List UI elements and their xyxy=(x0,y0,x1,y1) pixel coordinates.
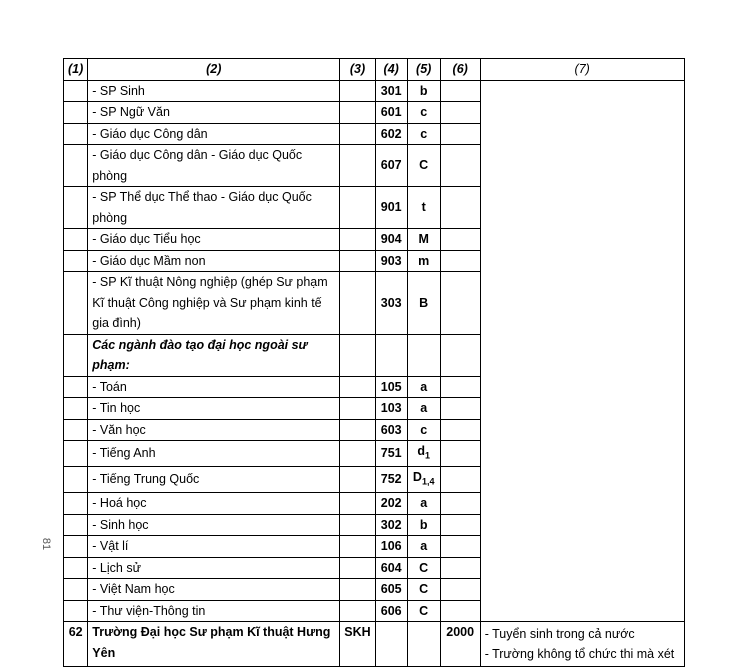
col-header-5: (5) xyxy=(407,59,440,81)
program-name-cell: - SP Ngữ Văn xyxy=(88,102,340,124)
row-number-cell xyxy=(64,398,88,420)
exam-group-letter: d xyxy=(417,444,425,458)
program-code-cell: 901 xyxy=(375,187,407,229)
program-name-cell: - Vật lí xyxy=(88,536,340,558)
quota-cell xyxy=(440,419,480,441)
col-header-6: (6) xyxy=(440,59,480,81)
exam-group-cell: a xyxy=(407,493,440,515)
quota-cell xyxy=(440,229,480,251)
exam-group-cell: C xyxy=(407,145,440,187)
school-code-cell xyxy=(340,80,375,102)
school-code-cell xyxy=(340,419,375,441)
program-code-cell: 604 xyxy=(375,557,407,579)
row-number-cell xyxy=(64,419,88,441)
col-header-7: (7) xyxy=(480,59,684,81)
row-number-cell xyxy=(64,493,88,515)
school-name: Trường Đại học Sư phạm Kĩ thuật Hưng Yên xyxy=(88,622,340,667)
row-number-cell xyxy=(64,600,88,622)
row-number-cell xyxy=(64,145,88,187)
program-name-cell: - Tin học xyxy=(88,398,340,420)
admissions-table xyxy=(63,58,685,667)
school-code-cell xyxy=(340,376,375,398)
quota-cell xyxy=(440,441,480,467)
row-number-cell xyxy=(64,334,88,376)
program-code-cell: 301 xyxy=(375,80,407,102)
program-code-cell: 603 xyxy=(375,419,407,441)
exam-group-subscript: 1,4 xyxy=(421,476,435,487)
exam-group-letter: D xyxy=(412,470,422,484)
school-code-cell xyxy=(340,536,375,558)
exam-group-subscript: 1 xyxy=(425,450,431,461)
program-name-cell: - Toán xyxy=(88,376,340,398)
program-code-cell: 302 xyxy=(375,514,407,536)
row-number-cell xyxy=(64,123,88,145)
row-number-cell xyxy=(64,187,88,229)
school-code-cell xyxy=(340,102,375,124)
row-number-cell xyxy=(64,250,88,272)
row-number-cell xyxy=(64,579,88,601)
table-row xyxy=(64,80,685,102)
exam-group-cell: a xyxy=(407,536,440,558)
quota-cell xyxy=(440,579,480,601)
exam-group-cell: M xyxy=(407,229,440,251)
row-number-cell xyxy=(64,557,88,579)
row-number-cell xyxy=(64,80,88,102)
col-header-3: (3) xyxy=(340,59,375,81)
school-notes xyxy=(480,622,684,667)
quota-cell xyxy=(440,376,480,398)
exam-group-cell xyxy=(407,334,440,376)
quota-cell xyxy=(440,102,480,124)
row-number-cell xyxy=(64,229,88,251)
program-name-cell: - Giáo dục Công dân - Giáo dục Quốc phòng xyxy=(88,145,340,187)
exam-group-cell: C xyxy=(407,600,440,622)
program-code-cell: 105 xyxy=(375,376,407,398)
row-number-cell xyxy=(64,272,88,335)
exam-group-cell: c xyxy=(407,123,440,145)
school-code-cell xyxy=(340,600,375,622)
quota-cell xyxy=(440,600,480,622)
program-name-cell: - Văn học xyxy=(88,419,340,441)
row-number-cell xyxy=(64,376,88,398)
exam-group-cell: c xyxy=(407,419,440,441)
program-code-cell: 106 xyxy=(375,536,407,558)
quota-cell xyxy=(440,493,480,515)
program-name-cell: - Thư viện-Thông tin xyxy=(88,600,340,622)
quota-cell xyxy=(440,187,480,229)
program-name-cell: Các ngành đào tạo đại học ngoài sư phạm: xyxy=(88,334,340,376)
school-code-cell xyxy=(340,579,375,601)
school-code-cell xyxy=(340,557,375,579)
header-row xyxy=(64,59,685,81)
quota-cell xyxy=(440,272,480,335)
exam-group-cell xyxy=(407,622,440,667)
program-name-cell: - Tiếng Trung Quốc xyxy=(88,467,340,493)
notes-cell xyxy=(480,80,684,622)
quota-cell xyxy=(440,334,480,376)
school-code-cell xyxy=(340,398,375,420)
program-code-cell xyxy=(375,334,407,376)
quota-cell xyxy=(440,398,480,420)
school-code-cell xyxy=(340,250,375,272)
program-name-cell: - Tiếng Anh xyxy=(88,441,340,467)
program-code-cell: 202 xyxy=(375,493,407,515)
exam-group-cell: t xyxy=(407,187,440,229)
program-name-cell: - Giáo dục Tiểu học xyxy=(88,229,340,251)
exam-group-cell xyxy=(407,467,440,493)
exam-group-cell: m xyxy=(407,250,440,272)
quota-cell xyxy=(440,123,480,145)
quota-cell xyxy=(440,514,480,536)
school-code-cell xyxy=(340,123,375,145)
program-code-cell xyxy=(375,622,407,667)
exam-group-cell: B xyxy=(407,272,440,335)
school-code-cell xyxy=(340,441,375,467)
row-number-cell xyxy=(64,102,88,124)
exam-group-cell: a xyxy=(407,376,440,398)
program-code-cell: 606 xyxy=(375,600,407,622)
program-name-cell: - SP Sinh xyxy=(88,80,340,102)
program-code-cell: 605 xyxy=(375,579,407,601)
school-code-cell xyxy=(340,145,375,187)
program-name-cell: - Lịch sử xyxy=(88,557,340,579)
program-code-cell: 752 xyxy=(375,467,407,493)
school-code-cell xyxy=(340,493,375,515)
program-code-cell: 602 xyxy=(375,123,407,145)
program-code-cell: 903 xyxy=(375,250,407,272)
row-number-cell xyxy=(64,441,88,467)
school-code-cell xyxy=(340,514,375,536)
program-code-cell: 904 xyxy=(375,229,407,251)
col-header-1: (1) xyxy=(64,59,88,81)
quota-cell xyxy=(440,536,480,558)
program-name-cell: - SP Thể dục Thể thao - Giáo dục Quốc phòng xyxy=(88,187,340,229)
row-number-cell xyxy=(64,536,88,558)
exam-group-cell: C xyxy=(407,557,440,579)
school-note: - Tuyển sinh trong cả nước xyxy=(484,626,635,641)
school-note: - Trường không tổ chức thi mà xét xyxy=(484,647,675,661)
table-body xyxy=(64,59,685,667)
school-number: 62 xyxy=(64,622,88,667)
school-code-cell xyxy=(340,467,375,493)
school-code-cell xyxy=(340,229,375,251)
program-name-cell: - Việt Nam học xyxy=(88,579,340,601)
quota-cell xyxy=(440,145,480,187)
program-name-cell: - Hoá học xyxy=(88,493,340,515)
program-code-cell: 607 xyxy=(375,145,407,187)
program-code-cell: 751 xyxy=(375,441,407,467)
quota-cell xyxy=(440,467,480,493)
program-code-cell: 601 xyxy=(375,102,407,124)
school-code-cell xyxy=(340,272,375,335)
school-code-cell xyxy=(340,187,375,229)
school-quota: 2000 xyxy=(440,622,480,667)
program-name-cell: - Giáo dục Công dân xyxy=(88,123,340,145)
row-number-cell xyxy=(64,514,88,536)
program-name-cell: - Giáo dục Mầm non xyxy=(88,250,340,272)
school-code-cell xyxy=(340,334,375,376)
school-row xyxy=(64,622,685,667)
exam-group-cell: c xyxy=(407,102,440,124)
exam-group-cell: a xyxy=(407,398,440,420)
col-header-2: (2) xyxy=(88,59,340,81)
exam-group-cell: b xyxy=(407,514,440,536)
exam-group-cell: C xyxy=(407,579,440,601)
program-name-cell: - SP Kĩ thuật Nông nghiệp (ghép Sư phạm Kĩ thuật Công nghiệp và Sư phạm kinh tế gia đình) xyxy=(88,272,340,335)
exam-group-cell xyxy=(407,441,440,467)
col-header-4: (4) xyxy=(375,59,407,81)
exam-group-cell: b xyxy=(407,80,440,102)
quota-cell xyxy=(440,557,480,579)
school-code: SKH xyxy=(340,622,375,667)
page-number: 81 xyxy=(40,537,53,551)
quota-cell xyxy=(440,250,480,272)
quota-cell xyxy=(440,80,480,102)
row-number-cell xyxy=(64,467,88,493)
program-code-cell: 303 xyxy=(375,272,407,335)
program-name-cell: - Sinh học xyxy=(88,514,340,536)
program-code-cell: 103 xyxy=(375,398,407,420)
